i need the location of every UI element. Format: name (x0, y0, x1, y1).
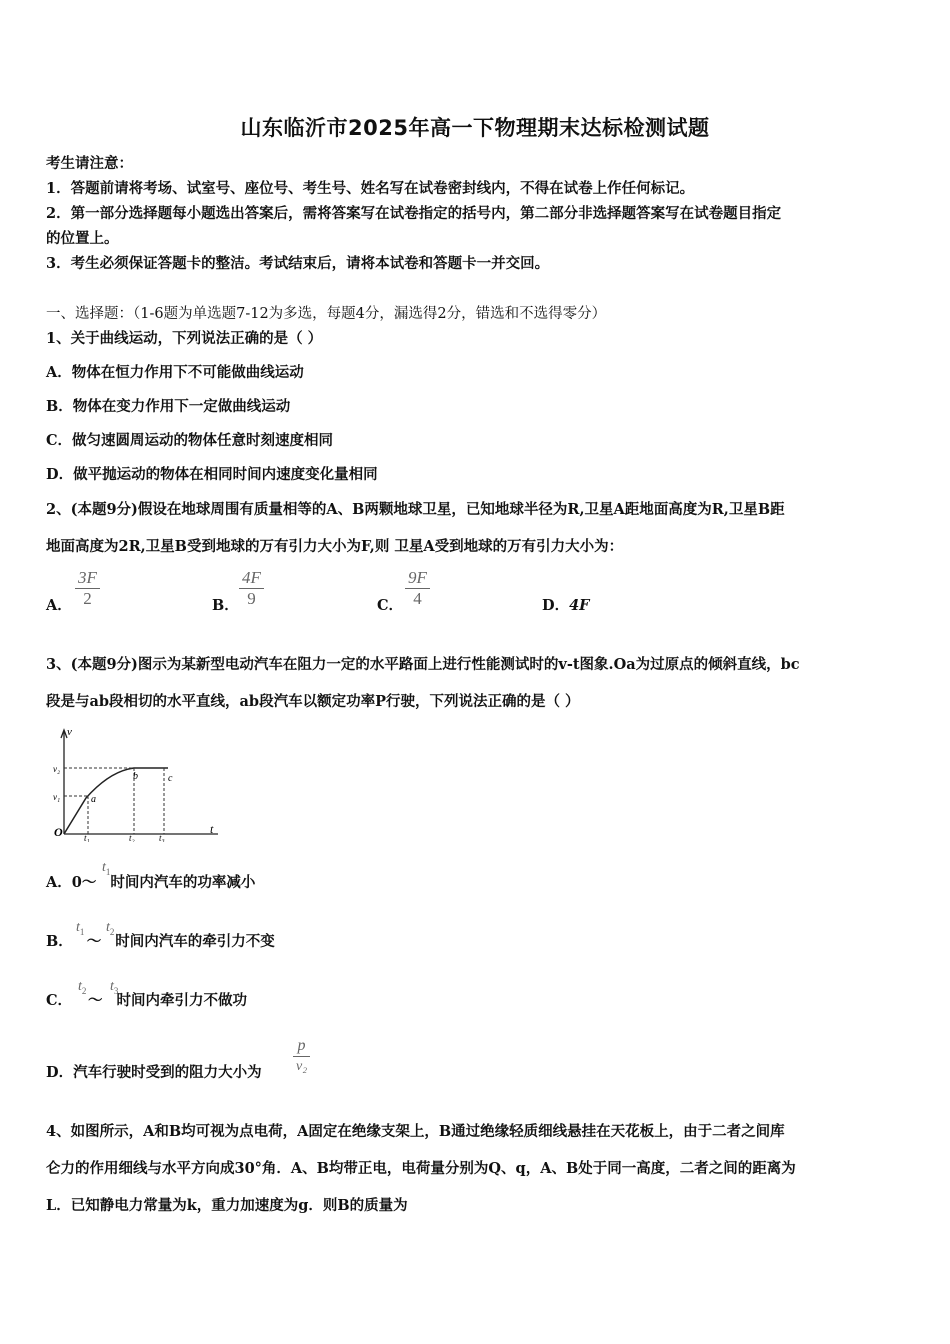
q2-option-c[interactable]: C． (377, 597, 404, 614)
question-2-line: 地面高度为2R,卫星B受到地球的万有引力大小为F,则 卫星A受到地球的万有引力大小为： (46, 538, 624, 555)
question-2-line: 2、(本题9分)假设在地球周围有质量相等的A、B两颗地球卫星，已知地球半径为R,卫星A距地面高度为R,卫星B距 (46, 501, 785, 518)
q2-option-d[interactable] (542, 594, 589, 615)
numerator: 3F (78, 568, 97, 587)
symbol: t (102, 860, 106, 875)
denominator: v₂ (296, 1059, 308, 1074)
q2-option-a-fraction (75, 568, 100, 609)
option-value: 4F (569, 597, 590, 614)
option-text: 汽车行驶时受到的阻力大小为 (73, 1064, 262, 1081)
point-b-label: b (133, 771, 138, 782)
t3-label: t₃ (159, 833, 165, 842)
section-heading: 一、选择题：（1-6题为单选题7-12为多选，每题4分，漏选得2分，错选和不选得零分） (46, 306, 607, 322)
y-axis-label: v (67, 726, 72, 738)
t1-symbol (102, 860, 110, 877)
question-3-line: 3、(本题9分)图示为某新型电动汽车在阻力一定的水平路面上进行性能测试时的v-t图象.Oa为过原点的倾斜直线，bc (46, 656, 800, 673)
point-a-label: a (91, 794, 96, 805)
option-label: B． (46, 933, 73, 950)
option-text: 时间内牵引力不做功 (116, 992, 248, 1009)
subscript: 2 (81, 985, 87, 996)
q2-option-a[interactable]: A． (46, 597, 72, 614)
q2-option-c-fraction (405, 568, 430, 609)
question-4-line: 4、如图所示，A和B均可视为点电荷，A固定在绝缘支架上，B通过绝缘轻质细线悬挂在天花板上，由于二者之间库 (46, 1123, 785, 1140)
p-over-v2-fraction (293, 1036, 310, 1077)
t1-symbol (76, 920, 84, 937)
symbol: t (106, 920, 110, 935)
subscript: 1 (105, 866, 111, 877)
symbol: t (78, 979, 82, 994)
x-axis-label: t (210, 822, 214, 836)
symbol: t (110, 979, 114, 994)
denominator: 9 (247, 589, 256, 608)
v1-label: v₁ (53, 792, 61, 802)
option-label: D． (542, 597, 570, 614)
symbol: t (76, 920, 80, 935)
notice-item: 2．第一部分选择题每小题选出答案后，需将答案写在试卷指定的括号内，第二部分非选择题答案写在试卷题目指定 (46, 205, 782, 222)
question-4-line: L．已知静电力常量为k，重力加速度为g．则B的质量为 (46, 1197, 408, 1214)
t2-symbol (78, 979, 86, 996)
point-c-label: c (168, 773, 173, 784)
option-tilde: ～ (88, 992, 103, 1009)
option-prefix: 0～ (71, 874, 97, 891)
subscript: 2 (109, 926, 115, 937)
notice-heading: 考生请注意： (46, 155, 133, 172)
q1-option-b[interactable]: B．物体在变力作用下一定做曲线运动 (46, 398, 291, 415)
q3-option-c[interactable] (46, 989, 247, 1010)
origin-label: O (54, 825, 63, 839)
t2-label: t₂ (129, 833, 135, 842)
q1-option-a[interactable]: A．物体在恒力作用下不可能做曲线运动 (46, 364, 304, 381)
numerator: 4F (242, 568, 261, 587)
q3-option-a[interactable] (46, 871, 255, 892)
question-4-line: 仑力的作用细线与水平方向成30°角．A、B均带正电，电荷量分别为Q、q，A、B处于同一高度，二者之间的距离为 (46, 1160, 796, 1177)
question-1-stem: 1、关于曲线运动，下列说法正确的是（ ） (46, 330, 323, 347)
question-3-line: 段是与ab段相切的水平直线，ab段汽车以额定功率P行驶，下列说法正确的是（ ） (46, 693, 580, 710)
q1-option-c[interactable]: C．做匀速圆周运动的物体任意时刻速度相同 (46, 432, 334, 449)
denominator: 2 (83, 589, 92, 608)
denominator: 4 (413, 589, 422, 608)
option-text: 时间内汽车的功率减小 (110, 874, 256, 891)
notice-item: 1．答题前请将考场、试室号、座位号、考生号、姓名写在试卷密封线内，不得在试卷上作任何标记。 (46, 180, 695, 197)
option-text: 时间内汽车的牵引力不变 (115, 933, 275, 950)
option-label: C． (46, 992, 73, 1009)
subscript: 3 (113, 985, 119, 996)
option-tilde: ～ (86, 933, 102, 950)
v2-label: v₂ (53, 764, 61, 774)
subscript: 1 (79, 926, 85, 937)
q2-option-b-fraction (239, 568, 264, 609)
q1-option-d[interactable]: D．做平抛运动的物体在相同时间内速度变化量相同 (46, 466, 378, 483)
t2-symbol (106, 920, 114, 937)
vt-graph (52, 724, 227, 842)
numerator: 9F (408, 568, 427, 587)
page-title: 山东临沂市2025年高一下物理期末达标检测试题 (240, 116, 710, 140)
numerator: p (297, 1037, 306, 1054)
vt-curve (64, 768, 168, 834)
t3-symbol (110, 979, 118, 996)
q2-option-b[interactable]: B． (212, 597, 239, 614)
option-label: D． (46, 1064, 74, 1081)
q3-option-d[interactable] (46, 1061, 262, 1082)
t1-label: t₁ (84, 833, 90, 842)
notice-item: 的位置上。 (46, 230, 119, 247)
option-label: A． (46, 874, 72, 891)
notice-item: 3．考生必须保证答题卡的整洁。考试结束后，请将本试卷和答题卡一并交回。 (46, 255, 550, 272)
